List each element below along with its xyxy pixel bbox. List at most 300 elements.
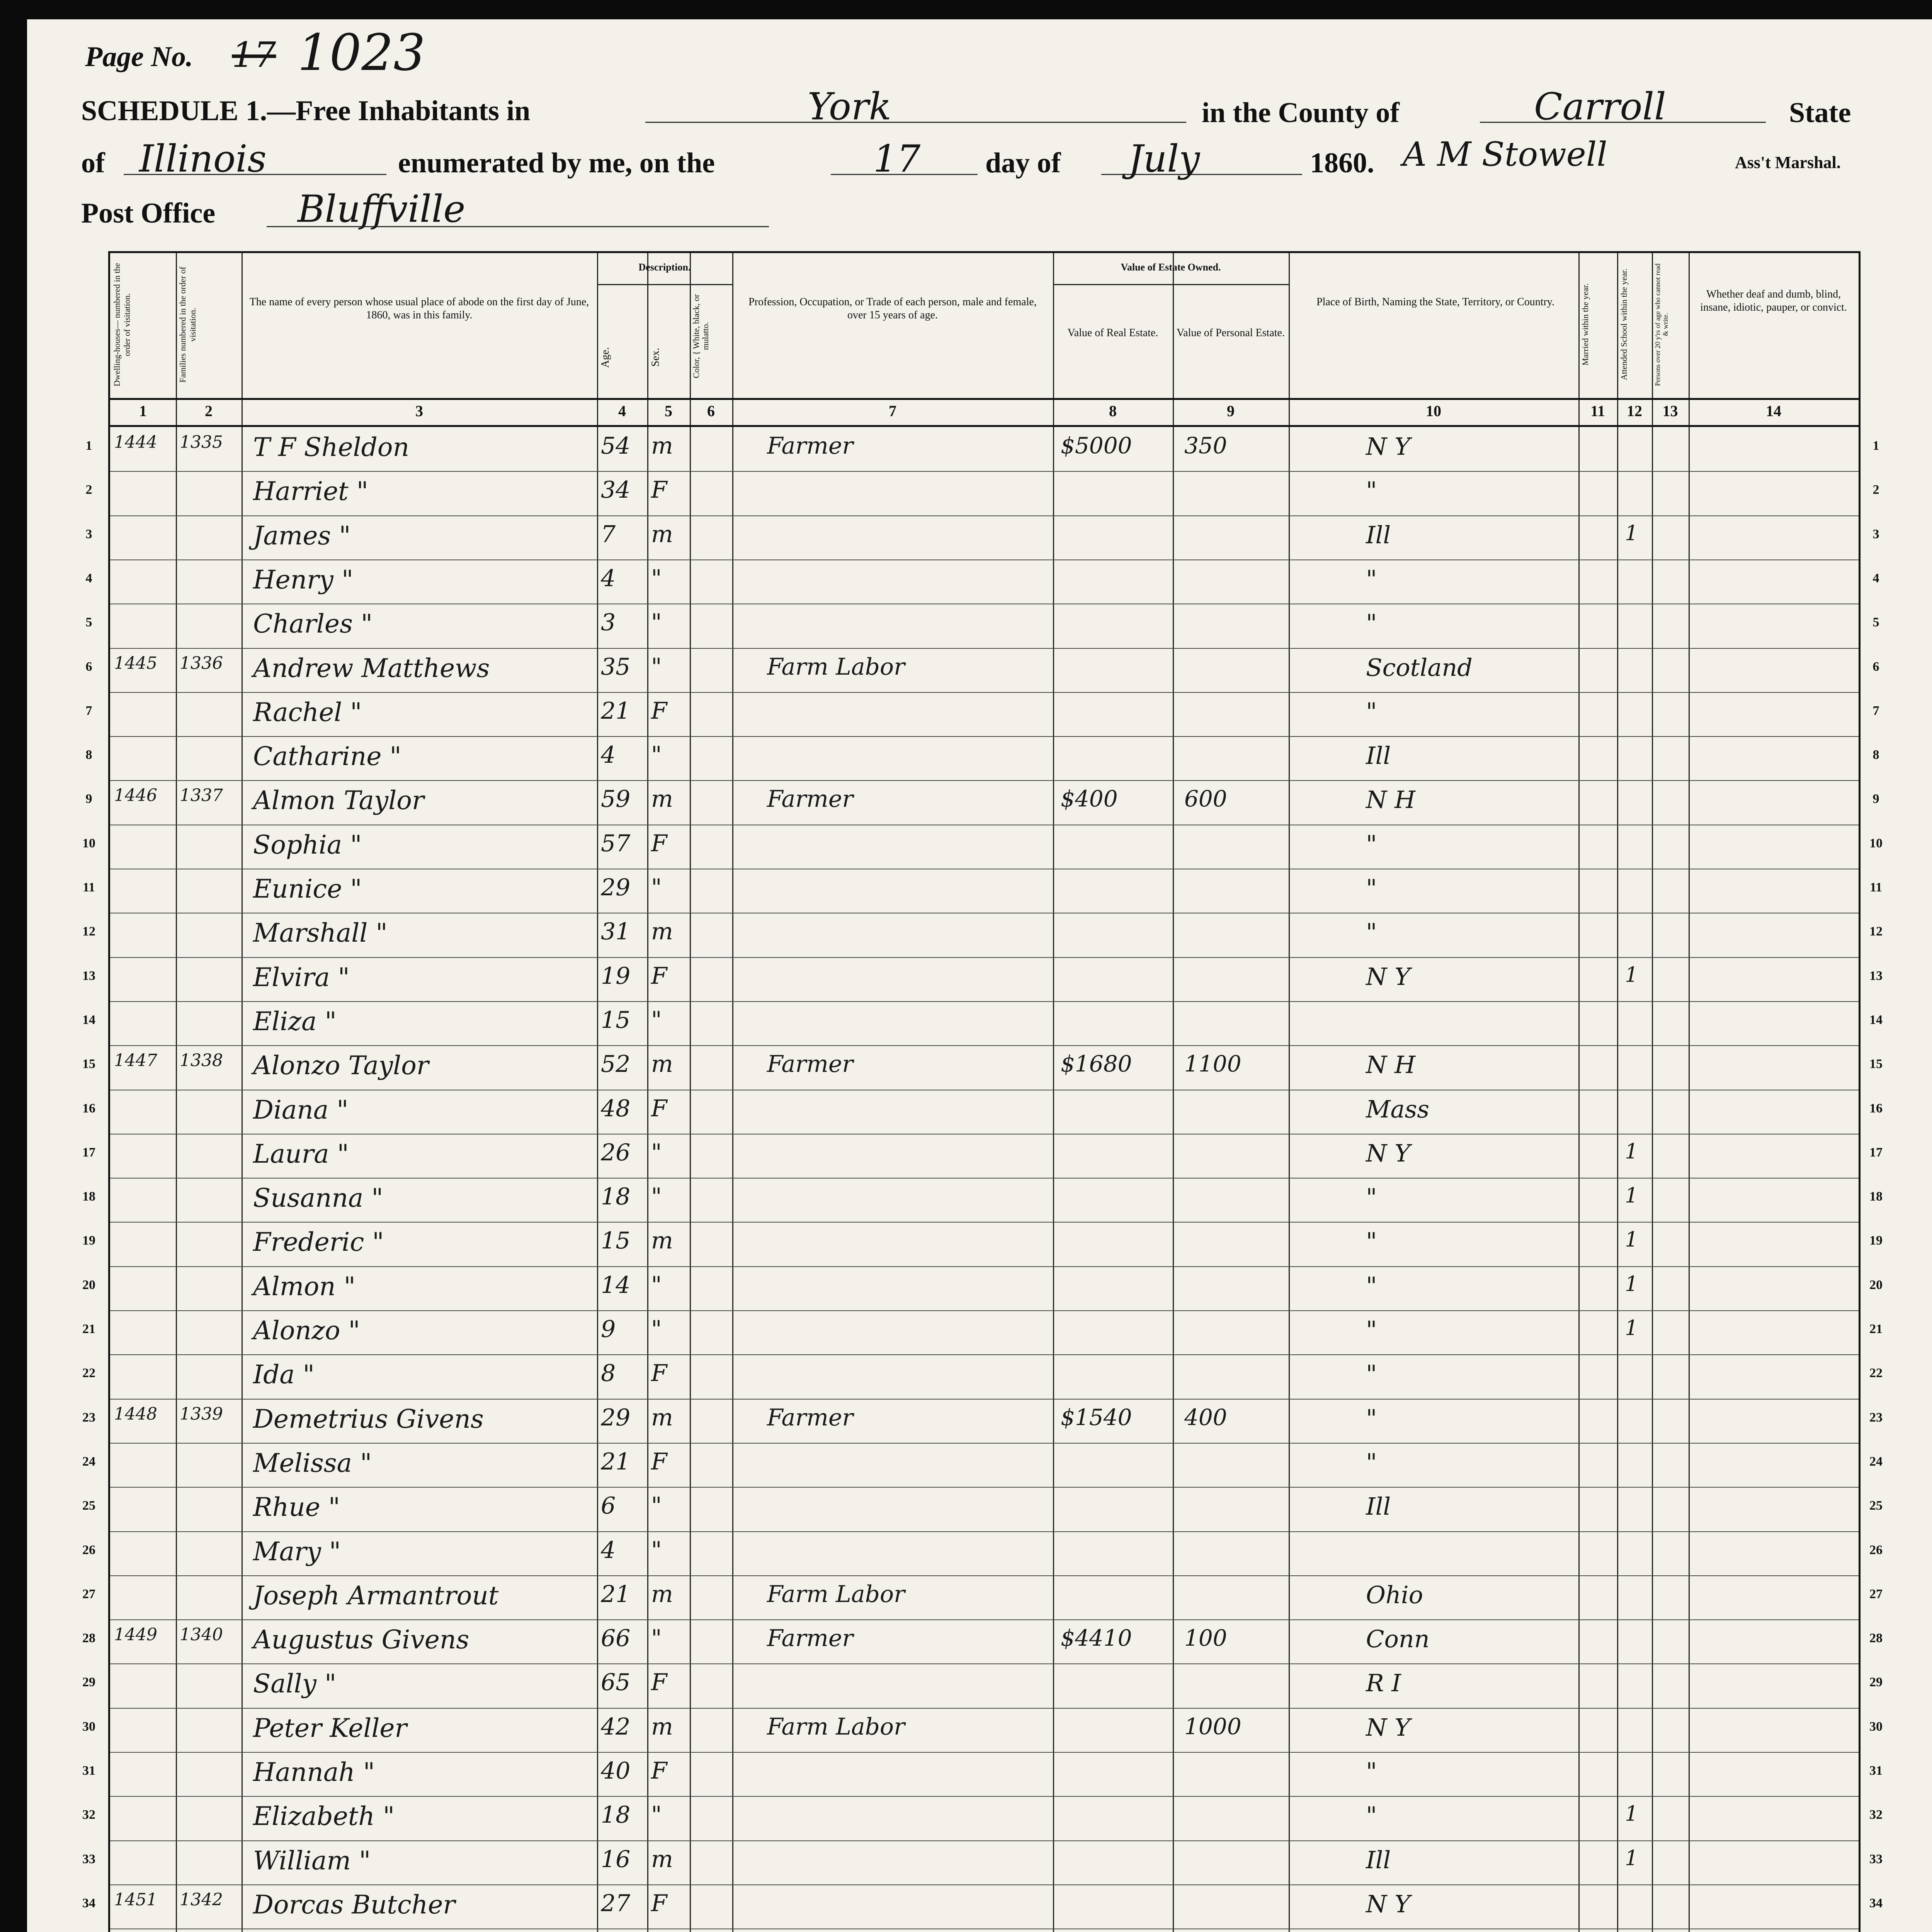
row-rule xyxy=(110,957,1859,958)
person-name: Almon " xyxy=(253,1271,355,1301)
person-age: 14 xyxy=(601,1271,631,1299)
person-occupation: Farmer xyxy=(767,1625,854,1652)
person-sex: " xyxy=(651,653,662,680)
person-sex: m xyxy=(651,1404,673,1431)
row-rule xyxy=(110,1266,1859,1267)
birth-place: N Y xyxy=(1366,1139,1410,1167)
person-sex: " xyxy=(651,609,662,636)
rule xyxy=(110,398,1859,400)
line-number: 19 xyxy=(82,1233,95,1248)
line-number: 27 xyxy=(1869,1587,1883,1601)
county-value: Carroll xyxy=(1534,85,1666,128)
person-name: T F Sheldon xyxy=(253,432,410,462)
col9-number: 9 xyxy=(1227,402,1235,420)
person-age: 35 xyxy=(601,653,631,680)
rule xyxy=(597,284,732,285)
line-number: 7 xyxy=(85,703,92,718)
birth-place: N H xyxy=(1366,786,1416,814)
person-sex: " xyxy=(651,1271,662,1299)
dwelling-number: 1447 xyxy=(114,1051,157,1071)
person-name: Rhue " xyxy=(253,1492,340,1522)
person-sex: F xyxy=(651,962,667,990)
col14-head: Whether deaf and dumb, blind, insane, idiotic, pauper, or convict. xyxy=(1700,288,1847,313)
line-number: 4 xyxy=(1872,571,1879,585)
township-value: York xyxy=(808,85,891,128)
person-age: 21 xyxy=(601,697,631,724)
state-label: State xyxy=(1789,97,1851,129)
person-name: Laura " xyxy=(253,1139,349,1169)
line-number: 30 xyxy=(82,1719,95,1734)
line-number: 12 xyxy=(1869,924,1883,939)
attended-school: 1 xyxy=(1625,1801,1638,1826)
col6-number: 6 xyxy=(707,402,715,420)
col8-number: 8 xyxy=(1109,402,1117,420)
census-sheet xyxy=(27,19,1932,1932)
personal-estate-value: 100 xyxy=(1184,1625,1227,1651)
attended-school: 1 xyxy=(1625,520,1638,545)
description-group-label: Description. xyxy=(638,262,691,273)
row-rule xyxy=(110,1487,1859,1488)
row-rule xyxy=(110,1222,1859,1223)
person-sex: " xyxy=(651,1006,662,1034)
person-age: 34 xyxy=(601,476,631,504)
month-value: July xyxy=(1128,137,1200,180)
person-sex: m xyxy=(651,520,673,548)
dwelling-number: 1449 xyxy=(114,1625,157,1645)
person-occupation: Farm Labor xyxy=(767,1580,905,1608)
real-estate-value: $4410 xyxy=(1061,1625,1132,1651)
personal-estate-value: 600 xyxy=(1184,786,1227,812)
person-sex: F xyxy=(651,1669,667,1696)
row-rule xyxy=(110,780,1859,781)
attended-school: 1 xyxy=(1625,962,1638,987)
attended-school: 1 xyxy=(1625,1139,1638,1163)
person-age: 54 xyxy=(601,432,631,459)
line-number: 29 xyxy=(1869,1675,1883,1690)
rule xyxy=(1053,284,1289,285)
person-name: Elizabeth " xyxy=(253,1801,395,1832)
line-number: 27 xyxy=(82,1587,95,1601)
col5-number: 5 xyxy=(665,402,672,420)
post-office-value: Bluffville xyxy=(298,187,466,231)
person-occupation: Farm Labor xyxy=(767,1713,905,1740)
person-occupation: Farmer xyxy=(767,1404,854,1431)
birth-place: " xyxy=(1366,830,1377,858)
schedule-title: SCHEDULE 1.—Free Inhabitants in xyxy=(81,95,531,127)
real-estate-value: $1540 xyxy=(1061,1404,1132,1430)
family-number: 1337 xyxy=(180,786,223,806)
person-name: Dorcas Butcher xyxy=(253,1889,455,1920)
person-age: 29 xyxy=(601,874,631,901)
person-name: Elvira " xyxy=(253,962,350,992)
row-rule xyxy=(110,1575,1859,1576)
rule xyxy=(1578,253,1580,1932)
birth-place: " xyxy=(1366,697,1377,726)
line-number: 26 xyxy=(82,1543,95,1557)
line-number: 14 xyxy=(1869,1012,1883,1027)
person-name: Marshall " xyxy=(253,918,388,948)
line-number: 4 xyxy=(85,571,92,585)
line-number: 13 xyxy=(82,968,95,983)
person-name: Ida " xyxy=(253,1360,315,1390)
person-name: Mary " xyxy=(253,1536,341,1566)
line-number: 14 xyxy=(82,1012,95,1027)
rule xyxy=(647,253,648,1932)
birth-place: Mass xyxy=(1366,1095,1430,1123)
person-name: Rachel " xyxy=(253,697,362,727)
line-number: 21 xyxy=(1869,1322,1883,1336)
line-number: 34 xyxy=(1869,1896,1883,1910)
col2-number: 2 xyxy=(205,402,213,420)
line-number: 8 xyxy=(1872,748,1879,762)
line-number: 17 xyxy=(82,1145,95,1160)
line-number: 33 xyxy=(82,1852,95,1866)
person-name: Frederic " xyxy=(253,1227,384,1257)
personal-estate-value: 1100 xyxy=(1184,1051,1242,1077)
year-label: 1860. xyxy=(1310,147,1374,179)
person-age: 48 xyxy=(601,1095,631,1122)
person-age: 15 xyxy=(601,1227,631,1255)
person-sex: " xyxy=(651,1625,662,1652)
person-age: 40 xyxy=(601,1757,631,1784)
dwelling-number: 1448 xyxy=(114,1404,157,1424)
person-sex: F xyxy=(651,476,667,504)
birth-place: " xyxy=(1366,1183,1377,1212)
line-number: 6 xyxy=(1872,659,1879,674)
family-number: 1335 xyxy=(180,432,223,452)
line-number: 10 xyxy=(82,836,95,850)
row-rule xyxy=(110,1531,1859,1532)
person-age: 21 xyxy=(601,1448,631,1475)
col2-head: Families numbered in the order of visitation. xyxy=(178,267,197,383)
line-number: 13 xyxy=(1869,968,1883,983)
birth-place: " xyxy=(1366,476,1377,505)
page-number: 1023 xyxy=(298,23,425,82)
birth-place: " xyxy=(1366,1227,1377,1256)
line-number: 32 xyxy=(1869,1808,1883,1822)
line-number: 5 xyxy=(85,615,92,630)
row-rule xyxy=(110,648,1859,649)
marshal-label: Ass't Marshal. xyxy=(1735,153,1841,172)
census-table xyxy=(108,251,1861,1932)
col11-head: Married within the year. xyxy=(1580,283,1590,366)
line-number: 11 xyxy=(1869,880,1883,895)
person-name: Susanna " xyxy=(253,1183,383,1213)
person-age: 59 xyxy=(601,786,631,813)
line-number: 15 xyxy=(82,1057,95,1071)
person-name: Alonzo " xyxy=(253,1316,360,1345)
col14-number: 14 xyxy=(1766,402,1781,420)
person-sex: m xyxy=(651,786,673,813)
person-sex: " xyxy=(651,1492,662,1520)
col3-head: The name of every person whose usual place of abode on the first day of June, 1860, was in this family. xyxy=(249,296,589,321)
birth-place: N Y xyxy=(1366,962,1410,991)
col11-number: 11 xyxy=(1590,402,1605,420)
rule xyxy=(1173,253,1174,1932)
line-number: 2 xyxy=(85,483,92,497)
col1-number: 1 xyxy=(139,402,147,420)
birth-place: R I xyxy=(1366,1669,1401,1697)
dwelling-number: 1444 xyxy=(114,432,157,452)
county-label: in the County of xyxy=(1202,97,1400,129)
person-name: Alonzo Taylor xyxy=(253,1051,429,1081)
line-number: 9 xyxy=(1872,792,1879,806)
line-number: 22 xyxy=(1869,1366,1883,1381)
person-age: 18 xyxy=(601,1183,631,1211)
line-number: 34 xyxy=(82,1896,95,1910)
personal-estate-value: 1000 xyxy=(1184,1713,1242,1740)
person-age: 21 xyxy=(601,1580,631,1608)
person-sex: " xyxy=(651,1316,662,1343)
line-number: 10 xyxy=(1869,836,1883,850)
line-number: 3 xyxy=(1872,527,1879,541)
birth-place: Ill xyxy=(1366,1845,1391,1874)
person-age: 7 xyxy=(601,520,616,548)
attended-school: 1 xyxy=(1625,1845,1638,1870)
post-office-label: Post Office xyxy=(81,197,216,229)
rule xyxy=(1689,253,1690,1932)
person-name: Sally " xyxy=(253,1669,337,1699)
line-number: 24 xyxy=(82,1454,95,1469)
row-rule xyxy=(110,1708,1859,1709)
line-number: 32 xyxy=(82,1808,95,1822)
birth-place: Ill xyxy=(1366,520,1391,549)
birth-place: " xyxy=(1366,1360,1377,1388)
line-number: 11 xyxy=(82,880,95,895)
line-number: 16 xyxy=(1869,1101,1883,1116)
attended-school: 1 xyxy=(1625,1271,1638,1296)
day-of-label: day of xyxy=(985,147,1061,179)
row-rule xyxy=(110,692,1859,693)
line-number: 2 xyxy=(1872,483,1879,497)
person-age: 15 xyxy=(601,1006,631,1034)
person-age: 9 xyxy=(601,1316,616,1343)
line-number: 31 xyxy=(82,1764,95,1778)
person-age: 26 xyxy=(601,1139,631,1166)
person-name: Joseph Armantrout xyxy=(253,1580,499,1611)
person-occupation: Farm Labor xyxy=(767,653,905,680)
birth-place: Ill xyxy=(1366,1492,1391,1521)
rule xyxy=(732,253,733,1932)
col4-number: 4 xyxy=(618,402,626,420)
line-number: 28 xyxy=(82,1631,95,1646)
state-value: Illinois xyxy=(139,137,267,180)
marshal-signature: A M Stowell xyxy=(1403,135,1607,174)
rule xyxy=(1289,253,1290,1932)
birth-place: " xyxy=(1366,609,1377,638)
birth-place: Conn xyxy=(1366,1625,1430,1653)
rule xyxy=(1617,253,1618,1932)
rule xyxy=(1652,253,1653,1932)
birth-place: Ohio xyxy=(1366,1580,1423,1609)
dwelling-number: 1451 xyxy=(114,1889,157,1910)
col13-number: 13 xyxy=(1662,402,1678,420)
birth-place: N Y xyxy=(1366,1713,1410,1742)
rule xyxy=(242,253,243,1932)
day-value: 17 xyxy=(873,137,921,180)
birth-place: " xyxy=(1366,1801,1377,1830)
line-number: 25 xyxy=(1869,1498,1883,1513)
person-sex: F xyxy=(651,697,667,724)
line-number: 28 xyxy=(1869,1631,1883,1646)
line-number: 25 xyxy=(82,1498,95,1513)
family-number: 1339 xyxy=(180,1404,223,1424)
line-number: 8 xyxy=(85,748,92,762)
person-age: 4 xyxy=(601,565,616,592)
real-estate-value: $5000 xyxy=(1061,432,1132,459)
person-name: Harriet " xyxy=(253,476,369,507)
person-name: Peter Keller xyxy=(253,1713,407,1743)
line-number: 23 xyxy=(1869,1410,1883,1425)
person-name: Andrew Matthews xyxy=(253,653,490,683)
person-age: 27 xyxy=(601,1889,631,1917)
person-sex: F xyxy=(651,1360,667,1387)
township-line xyxy=(645,122,1186,123)
line-number: 9 xyxy=(85,792,92,806)
page-number-struck: 17 xyxy=(232,35,276,75)
person-name: Charles " xyxy=(253,609,373,639)
person-sex: F xyxy=(651,830,667,857)
row-rule xyxy=(110,736,1859,737)
birth-place: N Y xyxy=(1366,1889,1410,1918)
person-sex: " xyxy=(651,742,662,769)
birth-place: " xyxy=(1366,1757,1377,1786)
enumerated-label: enumerated by me, on the xyxy=(398,147,715,179)
line-number: 7 xyxy=(1872,703,1879,718)
col7-head: Profession, Occupation, or Trade of each person, male and female, over 15 years of age. xyxy=(748,296,1037,321)
birth-place: " xyxy=(1366,565,1377,593)
person-age: 4 xyxy=(601,742,616,769)
person-sex: " xyxy=(651,1183,662,1211)
person-sex: m xyxy=(651,1845,673,1873)
attended-school: 1 xyxy=(1625,1316,1638,1340)
line-number: 12 xyxy=(82,924,95,939)
line-number: 33 xyxy=(1869,1852,1883,1866)
row-rule xyxy=(110,1399,1859,1400)
of-label: of xyxy=(81,147,105,179)
line-number: 29 xyxy=(82,1675,95,1690)
attended-school: 1 xyxy=(1625,1183,1638,1208)
birth-place: Scotland xyxy=(1366,653,1473,682)
row-rule xyxy=(110,1443,1859,1444)
person-name: Sophia " xyxy=(253,830,362,860)
person-age: 31 xyxy=(601,918,631,946)
col8-head: Value of Real Estate. xyxy=(1067,327,1158,339)
rule xyxy=(597,253,598,1932)
line-number: 16 xyxy=(82,1101,95,1116)
col4-head: Age. xyxy=(599,347,611,368)
person-name: Diana " xyxy=(253,1095,349,1125)
birth-place: " xyxy=(1366,1404,1377,1432)
person-name: William " xyxy=(253,1845,371,1876)
line-number: 5 xyxy=(1872,615,1879,630)
line-number: 3 xyxy=(85,527,92,541)
attended-school: 1 xyxy=(1625,1227,1638,1252)
rule xyxy=(690,253,691,1932)
person-name: Demetrius Givens xyxy=(253,1404,484,1434)
row-rule xyxy=(110,1840,1859,1841)
family-number: 1338 xyxy=(180,1051,223,1071)
person-name: James " xyxy=(253,520,351,551)
page-label: Page No. xyxy=(85,41,193,73)
line-number: 1 xyxy=(85,439,92,453)
person-sex: F xyxy=(651,1448,667,1475)
person-age: 52 xyxy=(601,1051,631,1078)
row-rule xyxy=(110,1178,1859,1179)
person-name: Catharine " xyxy=(253,742,401,772)
birth-place: N H xyxy=(1366,1051,1416,1079)
line-number: 20 xyxy=(1869,1277,1883,1292)
person-age: 6 xyxy=(601,1492,616,1520)
line-number: 30 xyxy=(1869,1719,1883,1734)
person-occupation: Farmer xyxy=(767,432,854,459)
person-age: 65 xyxy=(601,1669,631,1696)
person-name: Henry " xyxy=(253,565,354,595)
person-sex: m xyxy=(651,432,673,459)
person-age: 16 xyxy=(601,1845,631,1873)
rule xyxy=(110,425,1859,427)
person-sex: m xyxy=(651,1227,673,1255)
person-sex: F xyxy=(651,1757,667,1784)
person-occupation: Farmer xyxy=(767,1051,854,1078)
col12-number: 12 xyxy=(1627,402,1642,420)
col13-head: Persons over 20 y'rs of age who cannot read & write. xyxy=(1654,263,1669,386)
person-sex: " xyxy=(651,1536,662,1564)
person-age: 29 xyxy=(601,1404,631,1431)
estate-group-label: Value of Estate Owned. xyxy=(1121,262,1221,273)
col12-head: Attended School within the year. xyxy=(1619,269,1629,381)
row-rule xyxy=(110,1619,1859,1620)
col10-head: Place of Birth, Naming the State, Territory, or Country. xyxy=(1316,296,1554,308)
col7-number: 7 xyxy=(889,402,896,420)
col10-number: 10 xyxy=(1426,402,1441,420)
person-age: 8 xyxy=(601,1360,616,1387)
person-age: 66 xyxy=(601,1625,631,1652)
line-number: 23 xyxy=(82,1410,95,1425)
birth-place: " xyxy=(1366,1448,1377,1476)
person-age: 3 xyxy=(601,609,616,636)
line-number: 31 xyxy=(1869,1764,1883,1778)
person-occupation: Farmer xyxy=(767,786,854,813)
person-name: Hannah " xyxy=(253,1757,375,1787)
row-rule xyxy=(110,515,1859,516)
person-name: Eunice " xyxy=(253,874,362,904)
person-sex: m xyxy=(651,1580,673,1608)
person-name: Eliza " xyxy=(253,1006,337,1036)
person-name: Melissa " xyxy=(253,1448,372,1478)
row-rule xyxy=(110,1001,1859,1002)
line-number: 18 xyxy=(1869,1189,1883,1204)
row-rule xyxy=(110,471,1859,472)
col5-head: Sex. xyxy=(650,348,662,367)
person-name: Augustus Givens xyxy=(253,1625,469,1655)
personal-estate-value: 400 xyxy=(1184,1404,1227,1430)
person-sex: " xyxy=(651,1139,662,1166)
person-sex: F xyxy=(651,1095,667,1122)
person-age: 42 xyxy=(601,1713,631,1740)
real-estate-value: $1680 xyxy=(1061,1051,1132,1077)
birth-place: " xyxy=(1366,1271,1377,1300)
row-rule xyxy=(110,1354,1859,1355)
line-number: 18 xyxy=(82,1189,95,1204)
family-number: 1340 xyxy=(180,1625,223,1645)
person-sex: " xyxy=(651,1801,662,1829)
person-sex: " xyxy=(651,874,662,901)
col1-head: Dwelling-houses— numbered in the order of visitation. xyxy=(112,263,132,386)
line-number: 26 xyxy=(1869,1543,1883,1557)
line-number: 20 xyxy=(82,1277,95,1292)
row-rule xyxy=(110,1884,1859,1885)
